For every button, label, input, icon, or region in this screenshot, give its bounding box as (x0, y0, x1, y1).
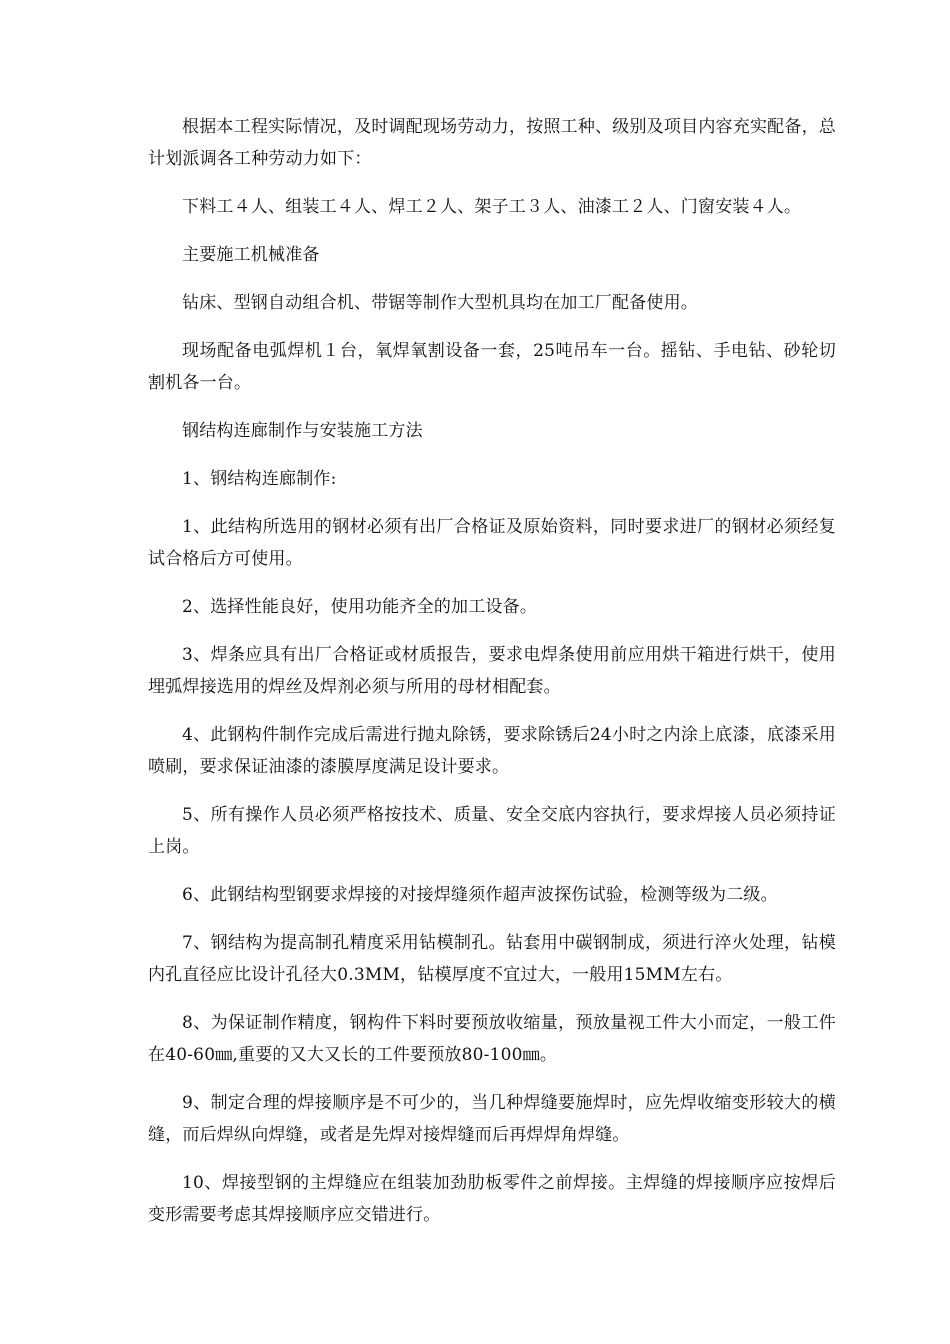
list-item-4: 4、此钢构件制作完成后需进行抛丸除锈，要求除锈后24小时之内涂上底漆，底漆采用喷刷，要求保证油漆的漆膜厚度满足设计要求。 (148, 725, 836, 777)
subsection-heading-fabrication: 1、钢结构连廊制作: (182, 469, 337, 489)
paragraph-labor-list: 下料工４人、组装工４人、焊工２人、架子工３人、油漆工２人、门窗安装４人。 (182, 197, 802, 217)
document-body (148, 111, 836, 1247)
list-item-2: 2、选择性能良好，使用功能齐全的加工设备。 (182, 597, 538, 617)
list-item-7: 7、钢结构为提高制孔精度采用钻模制孔。钻套用中碳钢制成，须进行淬火处理，钻模内孔直径应比设计孔径大0.3MM，钻模厚度不宜过大，一般用15MM左右。 (148, 933, 836, 985)
list-item-10: 10、焊接型钢的主焊缝应在组装加劲肋板零件之前焊接。主焊缝的焊接顺序应按焊后变形需要考虑其焊接顺序应交错进行。 (148, 1173, 836, 1225)
list-item-6: 6、此钢结构型钢要求焊接的对接焊缝须作超声波探伤试验，检测等级为二级。 (182, 885, 778, 905)
list-item-5: 5、所有操作人员必须严格按技术、质量、安全交底内容执行，要求焊接人员必须持证上岗。 (148, 805, 836, 857)
list-item-1: 1、此结构所选用的钢材必须有出厂合格证及原始资料，同时要求进厂的钢材必须经复试合格后方可使用。 (148, 517, 836, 569)
paragraph-site-equipment: 现场配备电弧焊机１台，氧焊氧割设备一套，25吨吊车一台。摇钻、手电钻、砂轮切割机各一台。 (148, 341, 836, 393)
list-item-3: 3、焊条应具有出厂合格证或材质报告，要求电焊条使用前应用烘干箱进行烘干，使用埋弧焊接选用的焊丝及焊剂必须与所用的母材相配套。 (148, 645, 836, 697)
list-item-8: 8、为保证制作精度，钢构件下料时要预放收缩量，预放量视工件大小而定，一般工件在40-60㎜,重要的又大又长的工件要预放80-100㎜。 (148, 1013, 836, 1065)
section-heading-method: 钢结构连廊制作与安装施工方法 (182, 421, 423, 441)
section-heading-machinery: 主要施工机械准备 (182, 245, 320, 265)
list-item-9: 9、制定合理的焊接顺序是不可少的，当几种焊缝要施焊时，应先焊收缩变形较大的横缝，而后焊纵向焊缝，或者是先焊对接焊缝而后再焊焊角焊缝。 (148, 1093, 836, 1145)
paragraph-labor-intro: 根据本工程实际情况，及时调配现场劳动力，按照工种、级别及项目内容充实配备，总计划派调各工种劳动力如下： (148, 117, 836, 169)
paragraph-factory-equipment: 钻床、型钢自动组合机、带锯等制作大型机具均在加工厂配备使用。 (182, 293, 698, 313)
